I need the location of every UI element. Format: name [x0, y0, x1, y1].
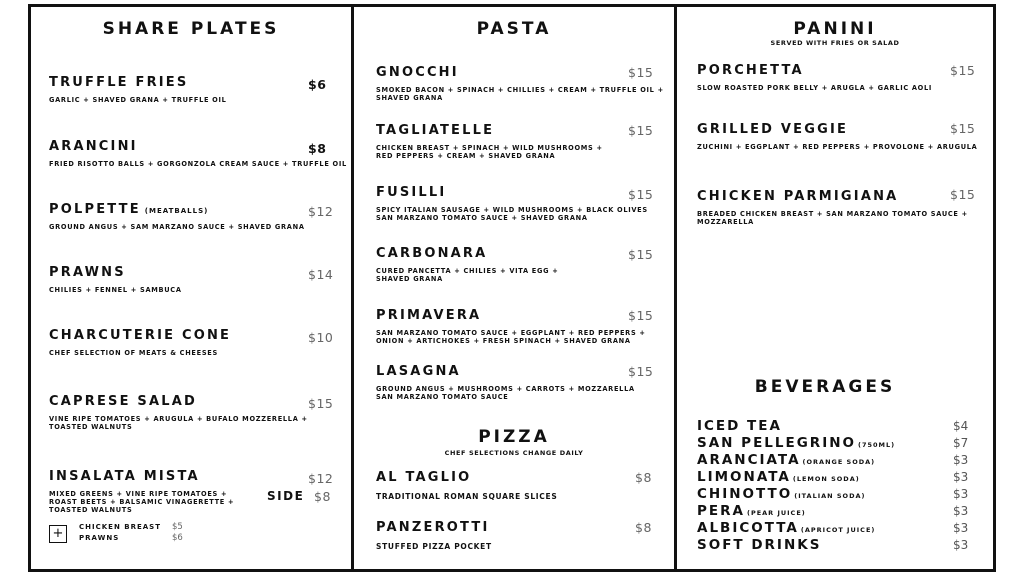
beverage-name: ICED TEA [697, 418, 782, 434]
item-description: SMOKED BACON + SPINACH + CHILLIES + CREAM + TRUFFLE OIL + SHAVED GRANA [376, 86, 664, 102]
item-name: AL TAGLIO [376, 470, 472, 485]
item-description: TRADITIONAL ROMAN SQUARE SLICES [376, 492, 558, 501]
menu-item-insalata-mista [49, 469, 234, 514]
beverage-note: (ITALIAN SODA) [794, 492, 866, 500]
menu-item-al-taglio [376, 470, 557, 501]
item-name: LASAGNA [376, 364, 461, 379]
beverage-chinotto [697, 486, 865, 502]
item-price: $15 [950, 121, 976, 136]
beverage-name: PERA [697, 503, 745, 519]
item-description: GROUND ANGUS + SAM MARZANO SAUCE + SHAVED GRANA [49, 223, 305, 231]
beverage-price: $3 [953, 453, 969, 467]
beverage-note: (PEAR JUICE) [746, 509, 806, 517]
item-description: SPICY ITALIAN SAUSAGE + WILD MUSHROOMS + BLACK OLIVES SAN MARZANO TOMATO SAUCE + SHAVED GRANA [376, 206, 648, 222]
beverage-aranciata [697, 452, 875, 468]
addon-price: $6 [172, 533, 183, 543]
item-price: $15 [628, 123, 654, 138]
menu-item-carbonara [376, 246, 558, 283]
item-name: POLPETTE [49, 202, 141, 217]
item-name: PRIMAVERA [376, 308, 482, 323]
beverages-title: BEVERAGES [754, 377, 896, 397]
menu-item-caprese-salad [49, 394, 308, 431]
item-description: MIXED GREENS + VINE RIPE TOMATOES + ROAST BEETS + BALSAMIC VINAGERETTE + TOASTED WALNUTS [49, 490, 235, 514]
pizza-subtitle: CHEF SELECTIONS CHANGE DAILY [444, 449, 584, 457]
item-name: FUSILLI [376, 185, 447, 200]
panini-subtitle: SERVED WITH FRIES OR SALAD [770, 39, 900, 47]
menu-item-primavera [376, 308, 646, 345]
menu-item-chicken-parmigiana [697, 189, 968, 226]
menu-item-lasagna [376, 364, 635, 401]
menu-item-grilled-veggie [697, 122, 977, 151]
item-name: CHARCUTERIE CONE [49, 328, 232, 343]
item-description: CHEF SELECTION OF MEATS & CHEESES [49, 349, 218, 357]
menu-item-fusilli [376, 185, 648, 222]
beverage-albicotta [697, 520, 875, 536]
share-plates-column [31, 7, 351, 569]
item-price: $10 [308, 330, 334, 345]
beverage-name: CHINOTTO [697, 486, 793, 502]
item-price: $6 [308, 77, 327, 92]
pizza-title: PIZZA [478, 427, 550, 447]
item-description: GARLIC + SHAVED GRANA + TRUFFLE OIL [49, 96, 227, 104]
beverage-note: (APRICOT JUICE) [800, 526, 876, 534]
item-description: CHICKEN BREAST + SPINACH + WILD MUSHROOMS + RED PEPPERS + CREAM + SHAVED GRANA [376, 144, 603, 160]
item-name: CHICKEN PARMIGIANA [697, 189, 899, 204]
item-price: $15 [628, 308, 654, 323]
item-price: $8 [635, 520, 652, 535]
beverage-name: ARANCIATA [697, 452, 801, 468]
beverage-price: $3 [953, 504, 969, 518]
menu-item-charcuterie-cone [49, 328, 231, 357]
item-name: TAGLIATELLE [376, 123, 495, 138]
item-price: $8 [635, 470, 652, 485]
beverage-price: $3 [953, 521, 969, 535]
item-price: $14 [308, 267, 334, 282]
side-label: SIDE [267, 489, 305, 503]
beverage-iced-tea [697, 418, 784, 434]
add-on-icon: + [49, 525, 67, 543]
item-name: GRILLED VEGGIE [697, 122, 849, 137]
item-description: STUFFED PIZZA POCKET [376, 542, 492, 551]
item-description: ZUCHINI + EGGPLANT + RED PEPPERS + PROVOLONE + ARUGULA [697, 143, 978, 151]
item-note: (MEATBALLS) [144, 207, 209, 215]
panini-title: PANINI [793, 19, 877, 39]
beverage-price: $3 [953, 470, 969, 484]
item-description: GROUND ANGUS + MUSHROOMS + CARROTS + MOZZARELLA SAN MARZANO TOMATO SAUCE [376, 385, 635, 401]
menu-item-arancini [49, 139, 347, 168]
item-name-row [49, 202, 305, 217]
item-name: PANZEROTTI [376, 520, 490, 535]
item-price: $8 [308, 141, 327, 156]
item-description: CHILIES + FENNEL + SAMBUCA [49, 286, 182, 294]
item-name: CARBONARA [376, 246, 488, 261]
item-description: BREADED CHICKEN BREAST + SAN MARZANO TOMATO SAUCE + MOZZARELLA [697, 210, 968, 226]
pasta-title: PASTA [476, 19, 552, 39]
beverage-price: $7 [953, 436, 969, 450]
addon-chicken-breast: CHICKEN BREAST [79, 523, 161, 531]
panini-beverages-column [677, 7, 993, 569]
item-name: PRAWNS [49, 265, 126, 280]
share-plates-title: SHARE PLATES [102, 19, 280, 39]
beverage-san-pellegrino [697, 435, 895, 451]
item-price: $12 [308, 204, 334, 219]
item-price: $15 [628, 65, 654, 80]
menu-board [28, 4, 996, 572]
beverage-price: $3 [953, 538, 969, 552]
beverage-note: (ORANGE SODA) [802, 458, 876, 466]
item-name: ARANCINI [49, 139, 138, 154]
menu-item-tagliatelle [376, 123, 603, 160]
beverage-name: SAN PELLEGRINO [697, 435, 856, 451]
item-name: CAPRESE SALAD [49, 394, 197, 409]
item-name: GNOCCHI [376, 65, 459, 80]
item-description: SLOW ROASTED PORK BELLY + ARUGLA + GARLIC AOLI [697, 84, 933, 92]
item-price: $15 [950, 187, 976, 202]
item-description: FRIED RISOTTO BALLS + GORGONZOLA CREAM SAUCE + TRUFFLE OIL [49, 160, 347, 168]
item-price: $15 [950, 63, 976, 78]
addon-prawns: PRAWNS [79, 534, 120, 542]
item-price: $15 [628, 247, 654, 262]
beverage-name: LIMONATA [697, 469, 791, 485]
side-price: $8 [314, 489, 331, 504]
item-price: $12 [308, 471, 334, 486]
item-description: SAN MARZANO TOMATO SAUCE + EGGPLANT + RED PEPPERS + ONION + ARTICHOKES + FRESH SPINACH + SHAVED GRANA [376, 329, 646, 345]
beverage-price: $4 [953, 419, 969, 433]
menu-item-gnocchi [376, 65, 664, 102]
item-price: $15 [308, 396, 334, 411]
menu-item-polpette [49, 202, 305, 231]
beverage-pera [697, 503, 806, 519]
beverage-soft-drinks [697, 537, 823, 553]
beverage-name: ALBICOTTA [697, 520, 799, 536]
beverage-limonata [697, 469, 860, 485]
item-price: $15 [628, 364, 654, 379]
beverage-price: $3 [953, 487, 969, 501]
beverage-name: SOFT DRINKS [697, 537, 822, 553]
menu-item-prawns [49, 265, 182, 294]
menu-item-panzerotti [376, 520, 492, 551]
menu-item-porchetta [697, 63, 932, 92]
item-name: TRUFFLE FRIES [49, 75, 189, 90]
item-description: CURED PANCETTA + CHILIES + VITA EGG + SHAVED GRANA [376, 267, 559, 283]
item-price: $15 [628, 187, 654, 202]
menu-item-truffle-fries [49, 75, 227, 104]
beverage-note: (750ML) [858, 441, 896, 449]
item-name: PORCHETTA [697, 63, 804, 78]
item-name: INSALATA MISTA [49, 469, 200, 484]
item-description: VINE RIPE TOMATOES + ARUGULA + BUFALO MOZZERELLA + TOASTED WALNUTS [49, 415, 308, 431]
pasta-pizza-column [351, 7, 677, 569]
addon-price: $5 [172, 522, 183, 532]
beverage-note: (LEMON SODA) [792, 475, 860, 483]
